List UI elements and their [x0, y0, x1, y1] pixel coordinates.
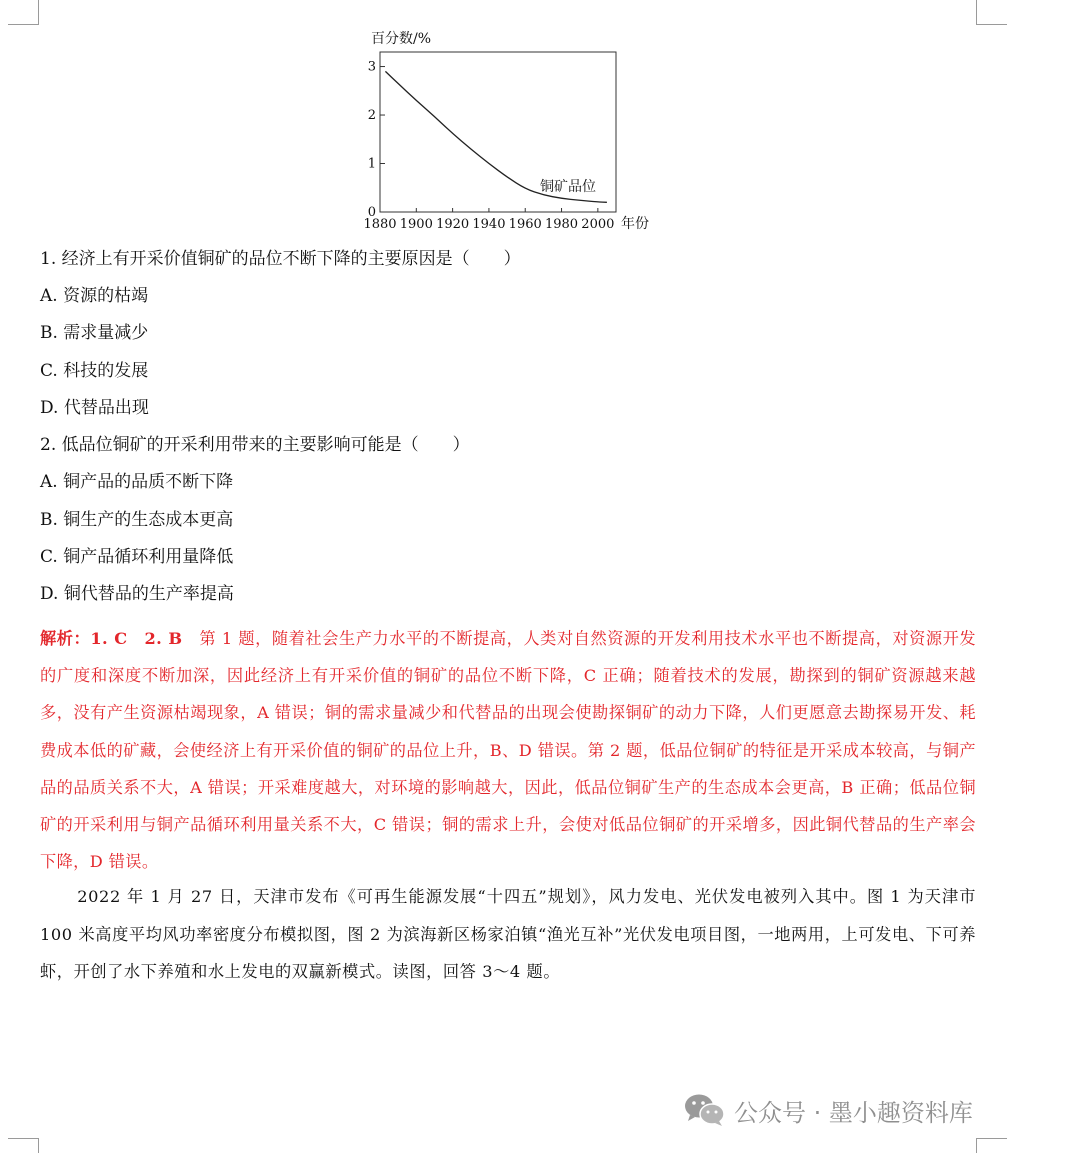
crop-mark-bottom-right — [976, 1138, 1007, 1153]
question-1-option-b: B. 需求量减少 — [40, 323, 149, 343]
x-tick-label: 1880 — [363, 217, 397, 232]
question-1-option-a: A. 资源的枯竭 — [40, 286, 149, 306]
crop-mark-top-right — [976, 0, 1007, 25]
crop-mark-top-left — [8, 0, 39, 25]
series-label: 铜矿品位 — [540, 179, 596, 195]
y-tick-label: 3 — [367, 59, 376, 75]
y-tick-label: 1 — [367, 156, 376, 172]
x-tick-label: 1940 — [472, 217, 506, 232]
y-axis-ticks — [368, 60, 385, 220]
question-2-option-b: B. 铜生产的生态成本更高 — [40, 510, 234, 530]
watermark — [684, 1090, 973, 1130]
y-axis-label: 百分数/% — [371, 31, 432, 47]
x-tick-label: 1980 — [544, 217, 579, 232]
wechat-icon — [684, 1093, 726, 1127]
x-tick-label: 1960 — [508, 217, 542, 232]
x-axis-label: 年份 — [621, 216, 649, 232]
x-tick-label: 1900 — [399, 217, 433, 232]
crop-mark-bottom-left — [8, 1138, 39, 1153]
question-2-option-d: D. 铜代替品的生产率提高 — [40, 584, 234, 604]
answer-analysis — [40, 620, 976, 880]
y-tick-label: 0 — [367, 205, 376, 220]
analysis-answers: 1. C 2. B — [90, 629, 200, 648]
copper-grade-chart — [350, 24, 670, 236]
analysis-text: 第 1 题，随着社会生产力水平的不断提高，人类对自然资源的开发利用技术水平也不断提高，对资源开发的广度和深度不断加深，因此经济上有开采价值的铜矿的品位不断下降，C 正确；随着技术的发展，勘探到的铜矿资源越来越多，没有产生资源枯竭现象，A 错误；铜的需求量减少和代替品的出现会使勘探铜矿的动力下降，人们更愿意去勘探易开发、耗费成本低的矿藏，会使经济上有开采价值的铜矿的品位上升，B、D 错误。第 2 题，低品位铜矿的特征是开采成本较高，与铜产品的品质关系不大，A 错误；开采难度越大，对环境的影响越大，因此，低品位铜矿生产的生态成本会更高，B 正确；低品位铜矿的开采利用与铜产品循环利用量关系不大，C 错误；铜的需求上升，会使对低品位铜矿的开采增多，因此铜代替品的生产率会下降，D 错误。 — [40, 629, 976, 872]
question-2-option-c: C. 铜产品循环利用量降低 — [40, 547, 234, 567]
y-tick-label: 2 — [367, 108, 376, 124]
question-2-option-a: A. 铜产品的品质不断下降 — [40, 472, 234, 492]
analysis-label: 解析： — [40, 629, 91, 648]
question-1-stem: 1. 经济上有开采价值铜矿的品位不断下降的主要原因是（ ） — [40, 249, 521, 269]
x-tick-label: 1920 — [436, 217, 470, 232]
reading-passage: 2022 年 1 月 27 日，天津市发布《可再生能源发展“十四五”规划》，风力发电、光伏发电被列入其中。图 1 为天津市 100 米高度平均风功率密度分布模拟图，图 2 为滨海新区杨家泊镇“渔光互补”光伏发电项目图，一地两用，上可发电、下可养虾，开创了水下养殖和水上发电的双赢新模式。读图，回答 3～4 题。 — [40, 887, 976, 981]
x-tick-label: 2000 — [581, 217, 615, 232]
question-2-stem: 2. 低品位铜矿的开采利用带来的主要影响可能是（ ） — [40, 435, 470, 455]
watermark-text: 公众号 · 墨小趣资料库 — [734, 1098, 973, 1127]
question-1-option-d: D. 代替品出现 — [40, 398, 149, 418]
question-1-option-c: C. 科技的发展 — [40, 361, 149, 381]
